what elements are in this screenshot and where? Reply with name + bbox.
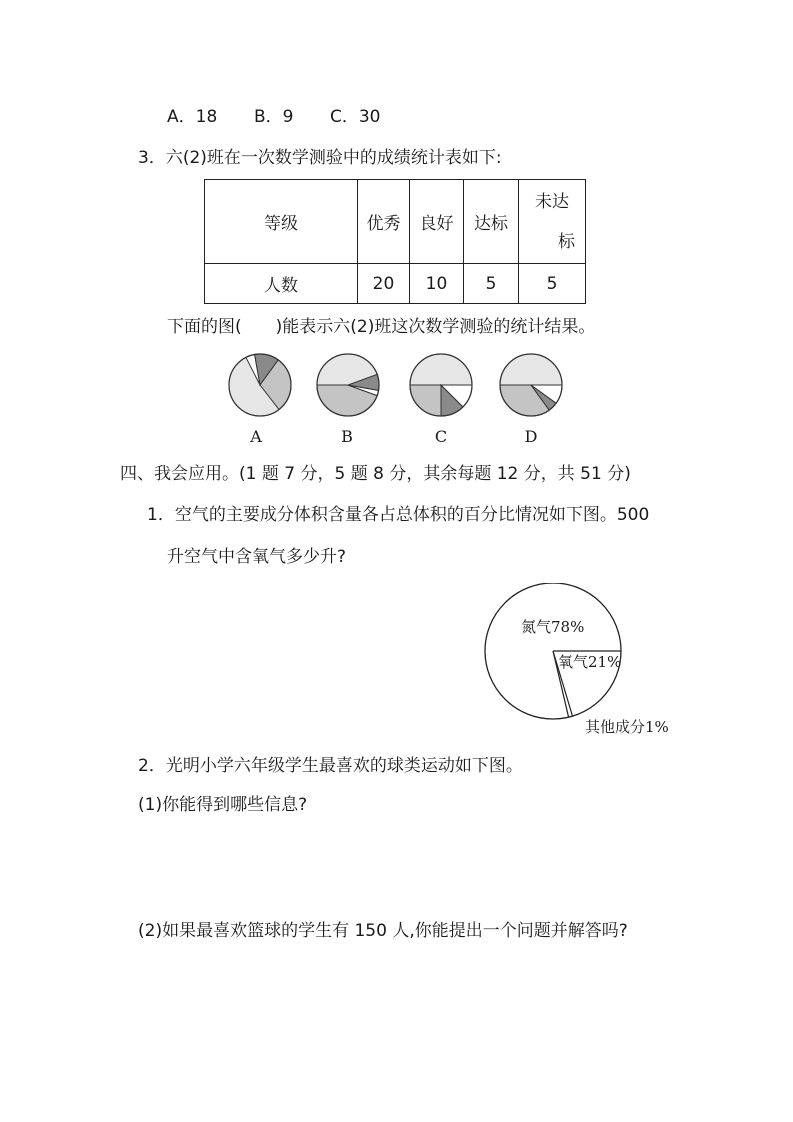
option-b: B．9	[254, 107, 294, 127]
pie-option-c	[408, 352, 474, 418]
option-a: A．18	[167, 107, 218, 127]
row-label: 人数	[205, 264, 358, 304]
q1-text-line1: 1．空气的主要成分体积含量各占总体积的百分比情况如下图。500	[147, 505, 650, 525]
grade-table	[204, 179, 586, 304]
nitrogen-label: 氮气78%	[521, 618, 585, 636]
q1-text-line2: 升空气中含氧气多少升?	[167, 547, 347, 567]
other-label: 其他成分1%	[585, 718, 669, 736]
q2-sub1: (1)你能得到哪些信息?	[138, 795, 308, 815]
q2-stem: 2．光明小学六年级学生最喜欢的球类运动如下图。	[138, 756, 523, 776]
level-last-line2: 标	[558, 231, 575, 252]
level-cell-last	[519, 180, 586, 264]
q3-question: 下面的图( )能表示六(2)班这次数学测验的统计结果。	[167, 317, 596, 337]
count-cell: 10	[410, 264, 464, 304]
pie-option-b	[315, 352, 381, 418]
level-cell: 良好	[410, 180, 464, 264]
table-row	[205, 264, 586, 304]
q2-sub2: (2)如果最喜欢篮球的学生有 150 人,你能提出一个问题并解答吗?	[138, 921, 628, 941]
option-c: C．30	[330, 107, 381, 127]
count-cell: 5	[464, 264, 519, 304]
q3-stem: 3．六(2)班在一次数学测验中的成绩统计表如下:	[138, 148, 502, 168]
level-last-line1: 未达	[535, 191, 569, 212]
section-title: 四、我会应用。(1 题 7 分，5 题 8 分，其余每题 12 分，共 51 分)	[120, 464, 631, 484]
table-row	[205, 180, 586, 264]
level-cell: 优秀	[358, 180, 410, 264]
pie-label-c: C	[434, 427, 448, 446]
count-cell: 20	[358, 264, 410, 304]
pie-label-b: B	[341, 427, 353, 446]
pie-option-d	[498, 352, 564, 418]
level-cell: 达标	[464, 180, 519, 264]
oxygen-label: 氧气21%	[558, 653, 622, 671]
count-cell: 5	[519, 264, 586, 304]
pie-option-a	[227, 352, 293, 418]
header-label: 等级	[205, 180, 358, 264]
pie-label-a: A	[250, 427, 262, 446]
pie-label-d: D	[524, 427, 538, 446]
